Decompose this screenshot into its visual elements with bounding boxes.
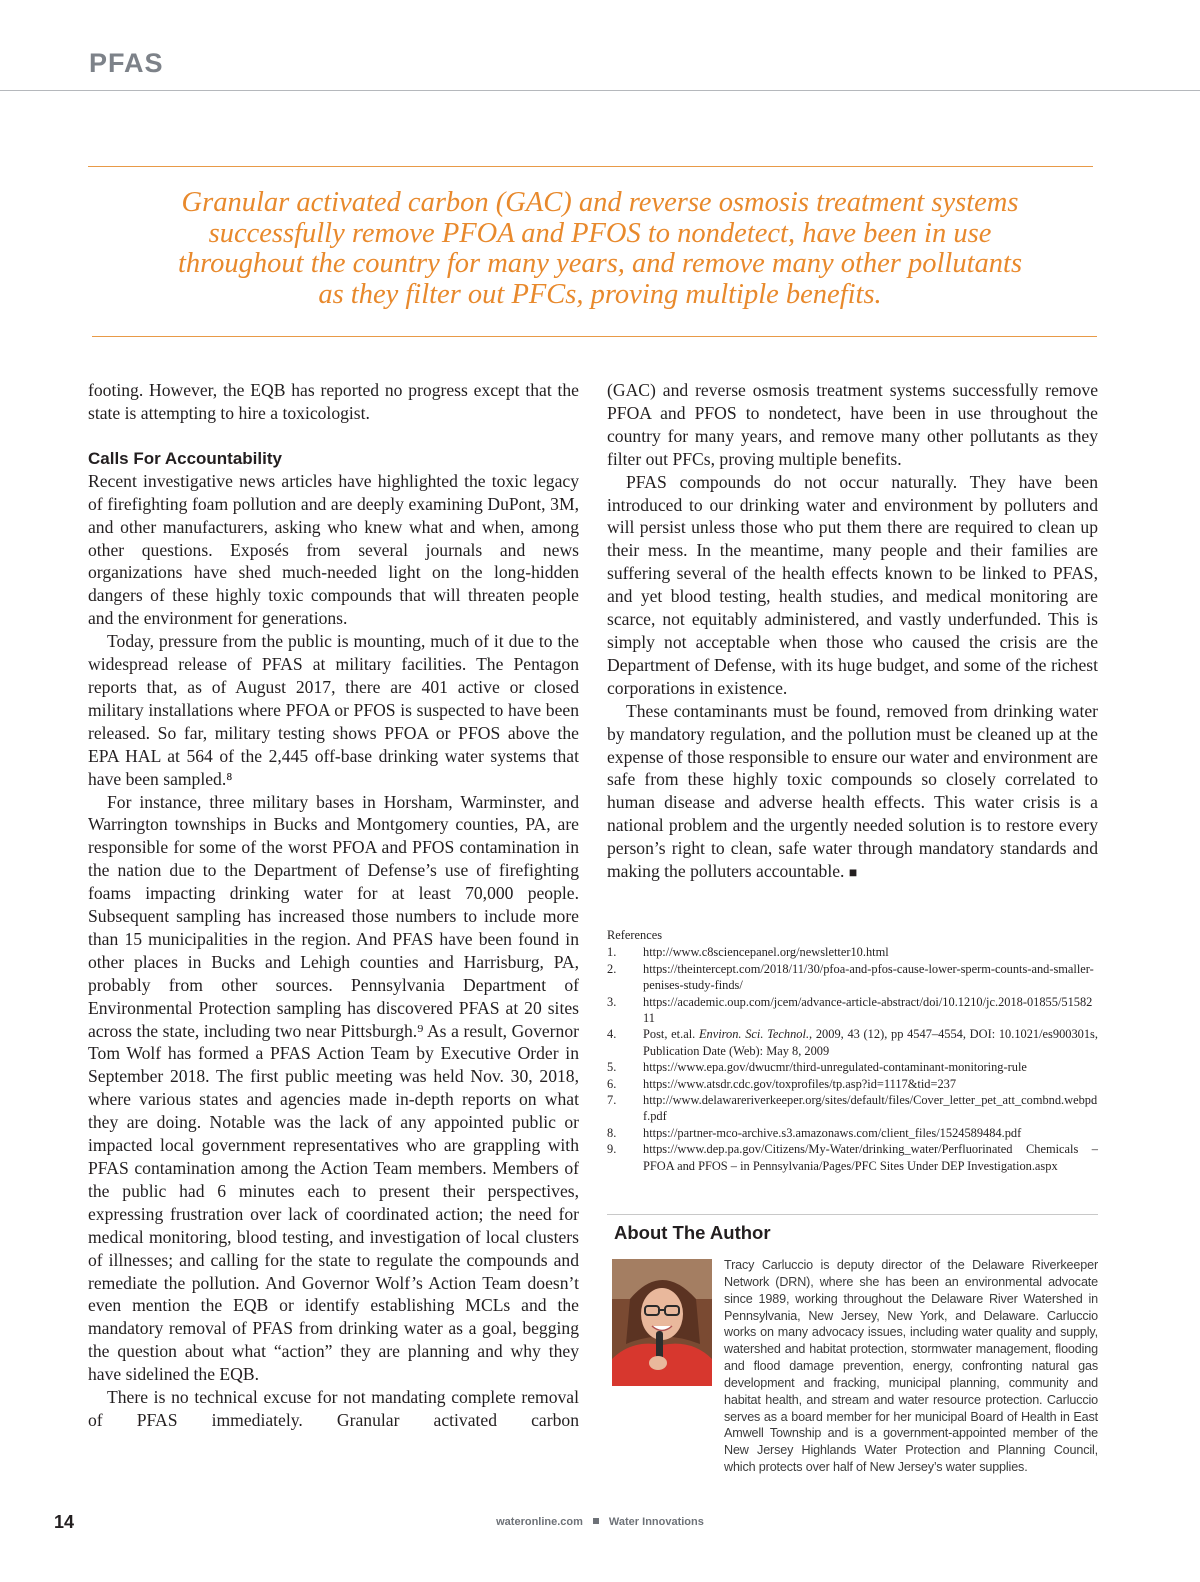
- reference-link[interactable]: https://www.dep.pa.gov/Citizens/My-Water/drinking_water/Perfluorinated Chemicals –PFOA and PFOS – in Pennsylvania/Pages/PFC Sites Under DEP Investigation.aspx: [643, 1142, 1098, 1173]
- reference-number: 4.: [607, 1027, 617, 1042]
- reference-item: [607, 1026, 1098, 1059]
- article-paragraph: PFAS compounds do not occur naturally. They have been introduced to our drinking water and environment by polluters and will persist unless those who put them there are required to clean up their mess. In the meantime, many people and their families are suffering several of the health effects known to be linked to PFAS, and yet blood testing, health studies, and medical monitoring are scarce, not equitably administered, and vastly underfunded. This is simply not acceptable when those who caused the crisis are the Department of Defense, with its huge budget, and some of the richest corporations in existence.: [607, 471, 1098, 698]
- reference-link[interactable]: https://www.atsdr.cdc.gov/toxprofiles/tp.asp?id=1117&tid=237: [643, 1076, 957, 1091]
- article-paragraph: [607, 700, 1098, 886]
- pullquote-bottom-rule: [92, 336, 1097, 337]
- reference-link[interactable]: https://theintercept.com/2018/11/30/pfoa-and-pfos-cause-lower-sperm-counts-and-smaller-penises-study-finds/: [643, 961, 1094, 993]
- pullquote-line: throughout the country for many years, and remove many other pollutants: [177, 248, 1023, 279]
- section-title: PFAS: [89, 48, 164, 78]
- references-list: [607, 944, 1098, 1174]
- page-footer: [0, 1516, 1200, 1528]
- reference-number: 6.: [607, 1076, 617, 1091]
- author-bio: Tracy Carluccio is deputy director of the Delaware Riverkeeper Network (DRN), where she has been an environmental advocate since 1989, working throughout the Delaware River Watershed in Pennsylvania, New Jersey, New York, and Delaware. Carluccio works on many advocacy issues, including water quality and supply, watershed and habitat protection, stormwater management, flooding and flood damage prevention, energy, confronting natural gas development and fracking, municipal planning, community and habitat health, and stream and water resource protection. Carluccio serves as a board member for her municipal Board of Health in East Amwell Township and is a government-appointed member of the New Jersey Highlands Water Protection and Planning Council, which protects over half of New Jersey’s water supplies.: [724, 1258, 1098, 1475]
- reference-item: [607, 1092, 1098, 1125]
- article-paragraph: For instance, three military bases in Horsham, Warminster, and Warrington townships in Bucks and Montgomery counties, PA, are responsible for some of the worst PFOA and PFOS contamination in the nation due to the Department of Defense’s use of firefighting foams impacting drinking water for at least 70,000 people. Subsequent sampling has increased those numbers to include more than 15 municipalities in the region. And PFAS have been found in other places in Bucks and Lehigh counties and Harrisburg, PA, probably from other sources. Pennsylvania Department of Environmental Protection sampling has discovered PFAS at 20 sites across the state, including two near Pittsburgh.⁹ As a result, Governor Tom Wolf has formed a PFAS Action Team by Executive Order in September 2018. The first public meeting was held Nov. 30, 2018, where various states and agencies made in-depth reports on what they are doing. Notable was the lack of any appointed public or impacted local government representatives who are grappling with PFAS contamination among the Action Team members. Members of the public had 6 minutes each to present their perspectives, expressing frustration over lack of coordinated action; the need for medical monitoring, blood testing, and investigation of local clusters of illnesses; and calling for the state to regulate the compounds and remediate the pollution. And Governor Wolf’s Action Team doesn’t even mention the EQB or identify establishing MCLs and the mandatory removal of PFAS from drinking water as a goal, begging the question about what “action” they are planning and why they have sidelined the EQB.: [88, 791, 579, 1385]
- reference-number: 8.: [607, 1125, 617, 1140]
- footer-site-link[interactable]: wateronline.com: [496, 1516, 583, 1528]
- section-heading: Calls For Accountability: [88, 448, 282, 468]
- footer-publication: Water Innovations: [608, 1516, 704, 1528]
- reference-item: [607, 1059, 1098, 1075]
- reference-number: 7.: [607, 1093, 617, 1108]
- reference-number: 5.: [607, 1060, 617, 1075]
- pullquote: [120, 188, 1080, 310]
- article-paragraph: (GAC) and reverse osmosis treatment systems successfully remove PFOA and PFOS to nondetect, have been in use throughout the country for many years, and remove many other pollutants as they filter out PFCs, proving multiple benefits.: [607, 380, 1098, 469]
- reference-link[interactable]: https://www.epa.gov/dwucmr/third-unregulated-contaminant-monitoring-rule: [643, 1060, 1027, 1075]
- pullquote-line: as they filter out PFCs, proving multiple benefits.: [318, 278, 882, 310]
- reference-journal: Environ. Sci. Technol.: [698, 1027, 810, 1042]
- reference-number: 3.: [607, 994, 617, 1009]
- references-title: References: [607, 928, 663, 942]
- reference-item: [607, 944, 1098, 960]
- references: [607, 927, 1098, 1174]
- article-column-left: [88, 379, 579, 1432]
- article-paragraph: Recent investigative news articles have highlighted the toxic legacy of firefighting foam pollution and are deeply examining DuPont, 3M, and other manufacturers, asking who knew what and when, among other questions. Exposés from several journals and news organizations have shed much-needed light on the long-hidden dangers of these highly toxic compounds that will threaten people and the environment for generations.: [88, 470, 579, 629]
- reference-item: [607, 1141, 1098, 1174]
- reference-number: 1.: [607, 945, 617, 960]
- reference-link[interactable]: https://academic.oup.com/jcem/advance-article-abstract/doi/10.1210/jc.2018-01855/5158211: [643, 994, 1093, 1026]
- article-column-right: [607, 379, 1098, 886]
- reference-item: [607, 994, 1098, 1027]
- pullquote-line: Granular activated carbon (GAC) and reverse osmosis treatment systems: [181, 187, 1019, 218]
- page-number: 14: [54, 1512, 75, 1532]
- reference-item: [607, 1125, 1098, 1141]
- pullquote-top-rule: [88, 166, 1093, 167]
- author-photo: [612, 1259, 712, 1386]
- reference-link[interactable]: https://partner-mco-archive.s3.amazonaws.com/client_files/1524589484.pdf: [643, 1125, 1022, 1140]
- reference-citation: [643, 1026, 1098, 1059]
- reference-number: 2.: [607, 961, 617, 976]
- article-paragraph-text: These contaminants must be found, removed from drinking water by mandatory regulation, and the pollution must be cleaned up at the expense of those responsible to ensure our water and environment are safe from these highly toxic compounds so closely correlated to human disease and adverse health effects. This water crisis is a national problem and the urgently needed solution is to restore every person’s right to clean, safe water through mandatory standards and making the polluters accountable.: [607, 700, 1098, 882]
- header-divider: [0, 90, 1200, 91]
- footer-separator-icon: [593, 1518, 599, 1524]
- reference-authors: Post, et.al.: [643, 1027, 699, 1042]
- author-heading: About The Author: [614, 1222, 771, 1243]
- article-paragraph: footing. However, the EQB has reported no progress except that the state is attempting to hire a toxicologist.: [88, 380, 579, 423]
- reference-item: [607, 1076, 1098, 1092]
- reference-link[interactable]: http://www.delawareriverkeeper.org/sites/default/files/Cover_letter_pet_att_combnd.webpdf.pdf: [643, 1093, 1098, 1124]
- end-mark-icon: ■: [848, 866, 858, 882]
- reference-details: , 2009, 43 (12), pp 4547–4554, DOI: 10.1021/es900301s, Publication Date (Web): May 8, 2009: [643, 1027, 1098, 1058]
- author-portrait-icon: [612, 1259, 712, 1386]
- author-divider: [607, 1214, 1098, 1215]
- article-paragraph: Today, pressure from the public is mounting, much of it due to the widespread release of PFAS at military facilities. The Pentagon reports that, as of August 2017, there are 401 active or closed military installations where PFOA or PFOS is suspected to have been released. So far, military testing shows PFOA or PFOS above the EPA HAL at 564 of the 2,445 off-base drinking water systems that have been sampled.⁸: [88, 631, 579, 789]
- reference-item: [607, 961, 1098, 994]
- article-paragraph: There is no technical excuse for not mandating complete removal of PFAS immediately. Granular activated carbon: [88, 1387, 579, 1430]
- reference-link[interactable]: http://www.c8sciencepanel.org/newsletter10.html: [643, 945, 889, 960]
- reference-number: 9.: [607, 1142, 617, 1157]
- pullquote-line: successfully remove PFOA and PFOS to nondetect, have been in use: [208, 217, 992, 249]
